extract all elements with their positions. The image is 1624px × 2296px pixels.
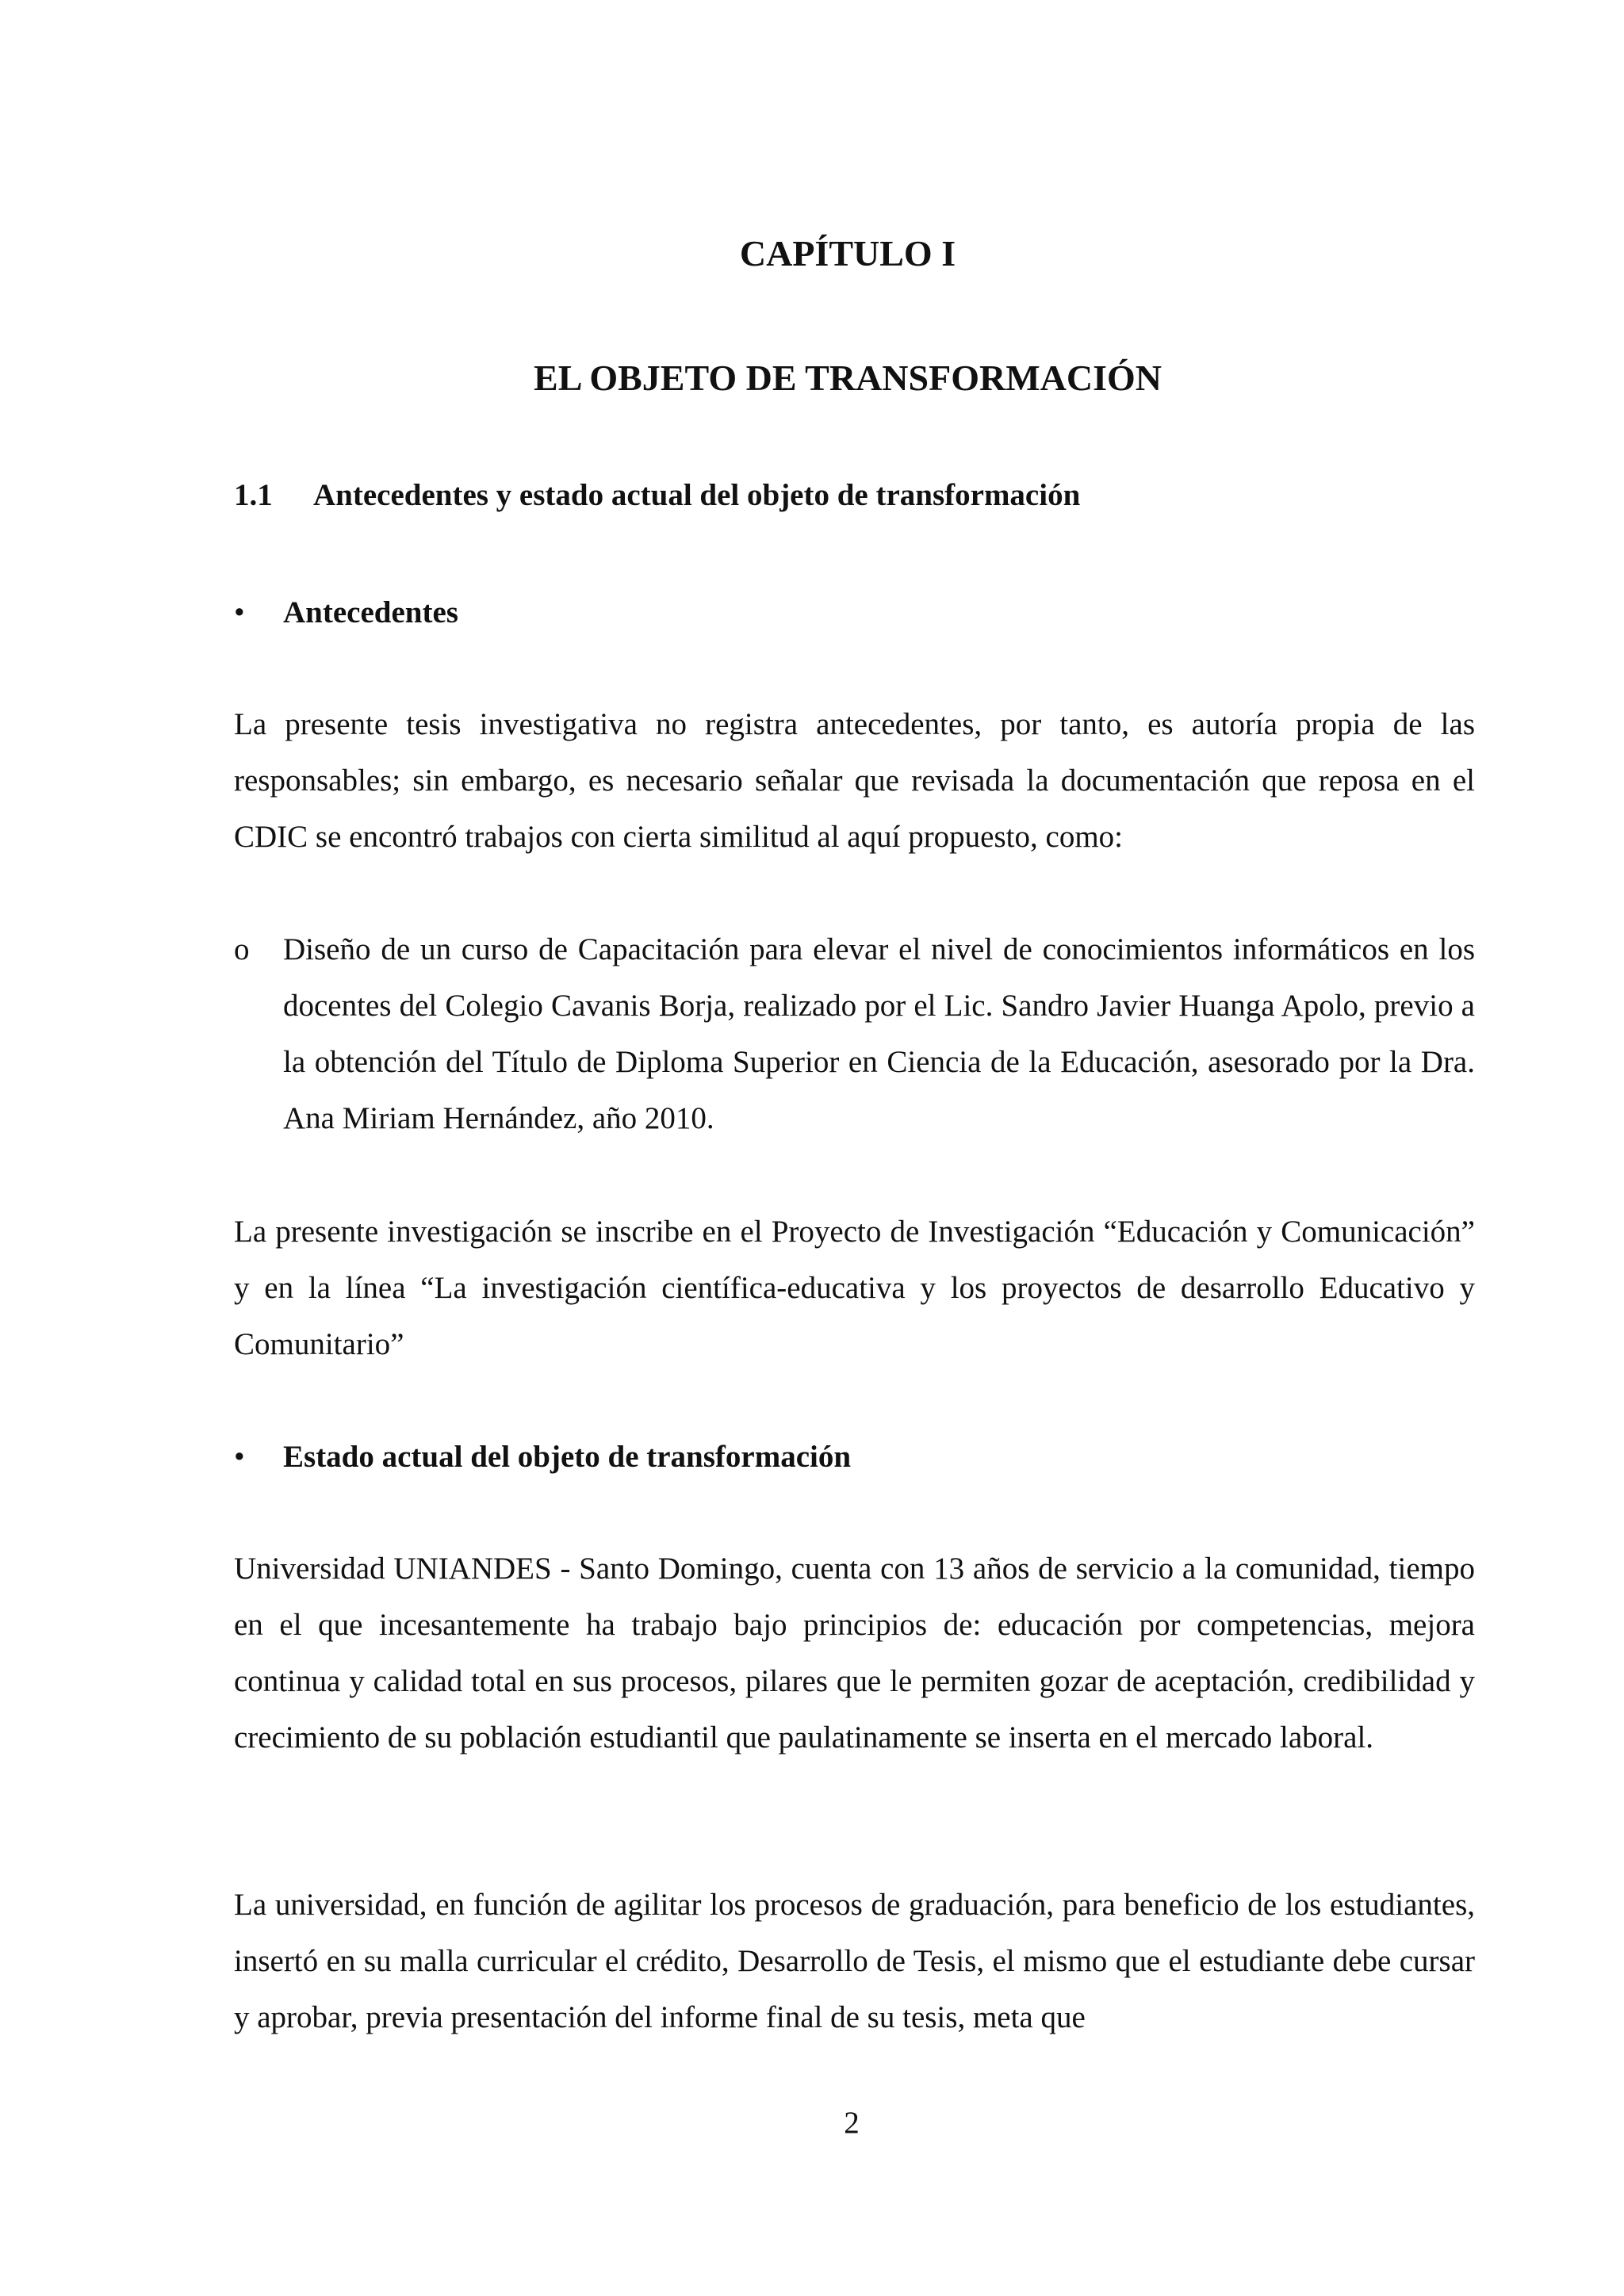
antecedentes-heading	[234, 591, 458, 635]
estado-actual-heading	[234, 1435, 851, 1479]
section-number: 1.1	[234, 478, 273, 512]
section-heading	[234, 473, 1080, 518]
page-number: 2	[844, 2106, 860, 2140]
estado-actual-heading-text: Estado actual del objeto de transformación	[283, 1440, 852, 1474]
antecedentes-paragraph-2: La presente investigación se inscribe en el Proyecto de Investigación “Educación y Comunicación” y en la línea “La investigación científica-educativa y los proyectos de desarrollo Educativo y Comunitario”	[234, 1215, 1475, 1361]
chapter-title: CAPÍTULO I	[739, 233, 956, 274]
chapter-subtitle: EL OBJETO DE TRANSFORMACIÓN	[534, 358, 1162, 398]
estado-actual-paragraph-2: La universidad, en función de agilitar los procesos de graduación, para beneficio de los estudiantes, insertó en su malla curricular el crédito, Desarrollo de Tesis, el mismo que el estudiante debe cursar y aprobar, previa presentación del informe final de su tesis, meta que	[234, 1888, 1475, 2034]
antecedentes-list-item-text: Diseño de un curso de Capacitación para elevar el nivel de conocimientos informáticos en los docentes del Colegio Cavanis Borja, realizado por el Lic. Sandro Javier Huanga Apolo, previo a la obtención del Título de Diploma Superior en Ciencia de la Educación, asesorado por la Dra. Ana Miriam Hernández, año 2010.	[283, 932, 1475, 1135]
antecedentes-list-item	[234, 921, 1475, 1146]
antecedentes-paragraph: La presente tesis investigativa no registra antecedentes, por tanto, es autoría propia de las responsables; sin embargo, es necesario señalar que revisada la documentación que reposa en el CDIC se encontró trabajos con cierta similitud al aquí propuesto, como:	[234, 707, 1475, 854]
circle-bullet-icon: o	[234, 932, 250, 966]
bullet-icon: •	[234, 1440, 245, 1474]
antecedentes-heading-text: Antecedentes	[283, 595, 458, 629]
section-title: Antecedentes y estado actual del objeto de transformación	[313, 478, 1081, 512]
bullet-icon: •	[234, 595, 245, 629]
estado-actual-paragraph-1: Universidad UNIANDES - Santo Domingo, cuenta con 13 años de servicio a la comunidad, tiempo en el que incesantemente ha trabajo bajo principios de: educación por competencias, mejora continua y calidad total en sus procesos, pilares que le permiten gozar de aceptación, credibilidad y crecimiento de su población estudiantil que paulatinamente se inserta en el mercado laboral.	[234, 1552, 1475, 1755]
